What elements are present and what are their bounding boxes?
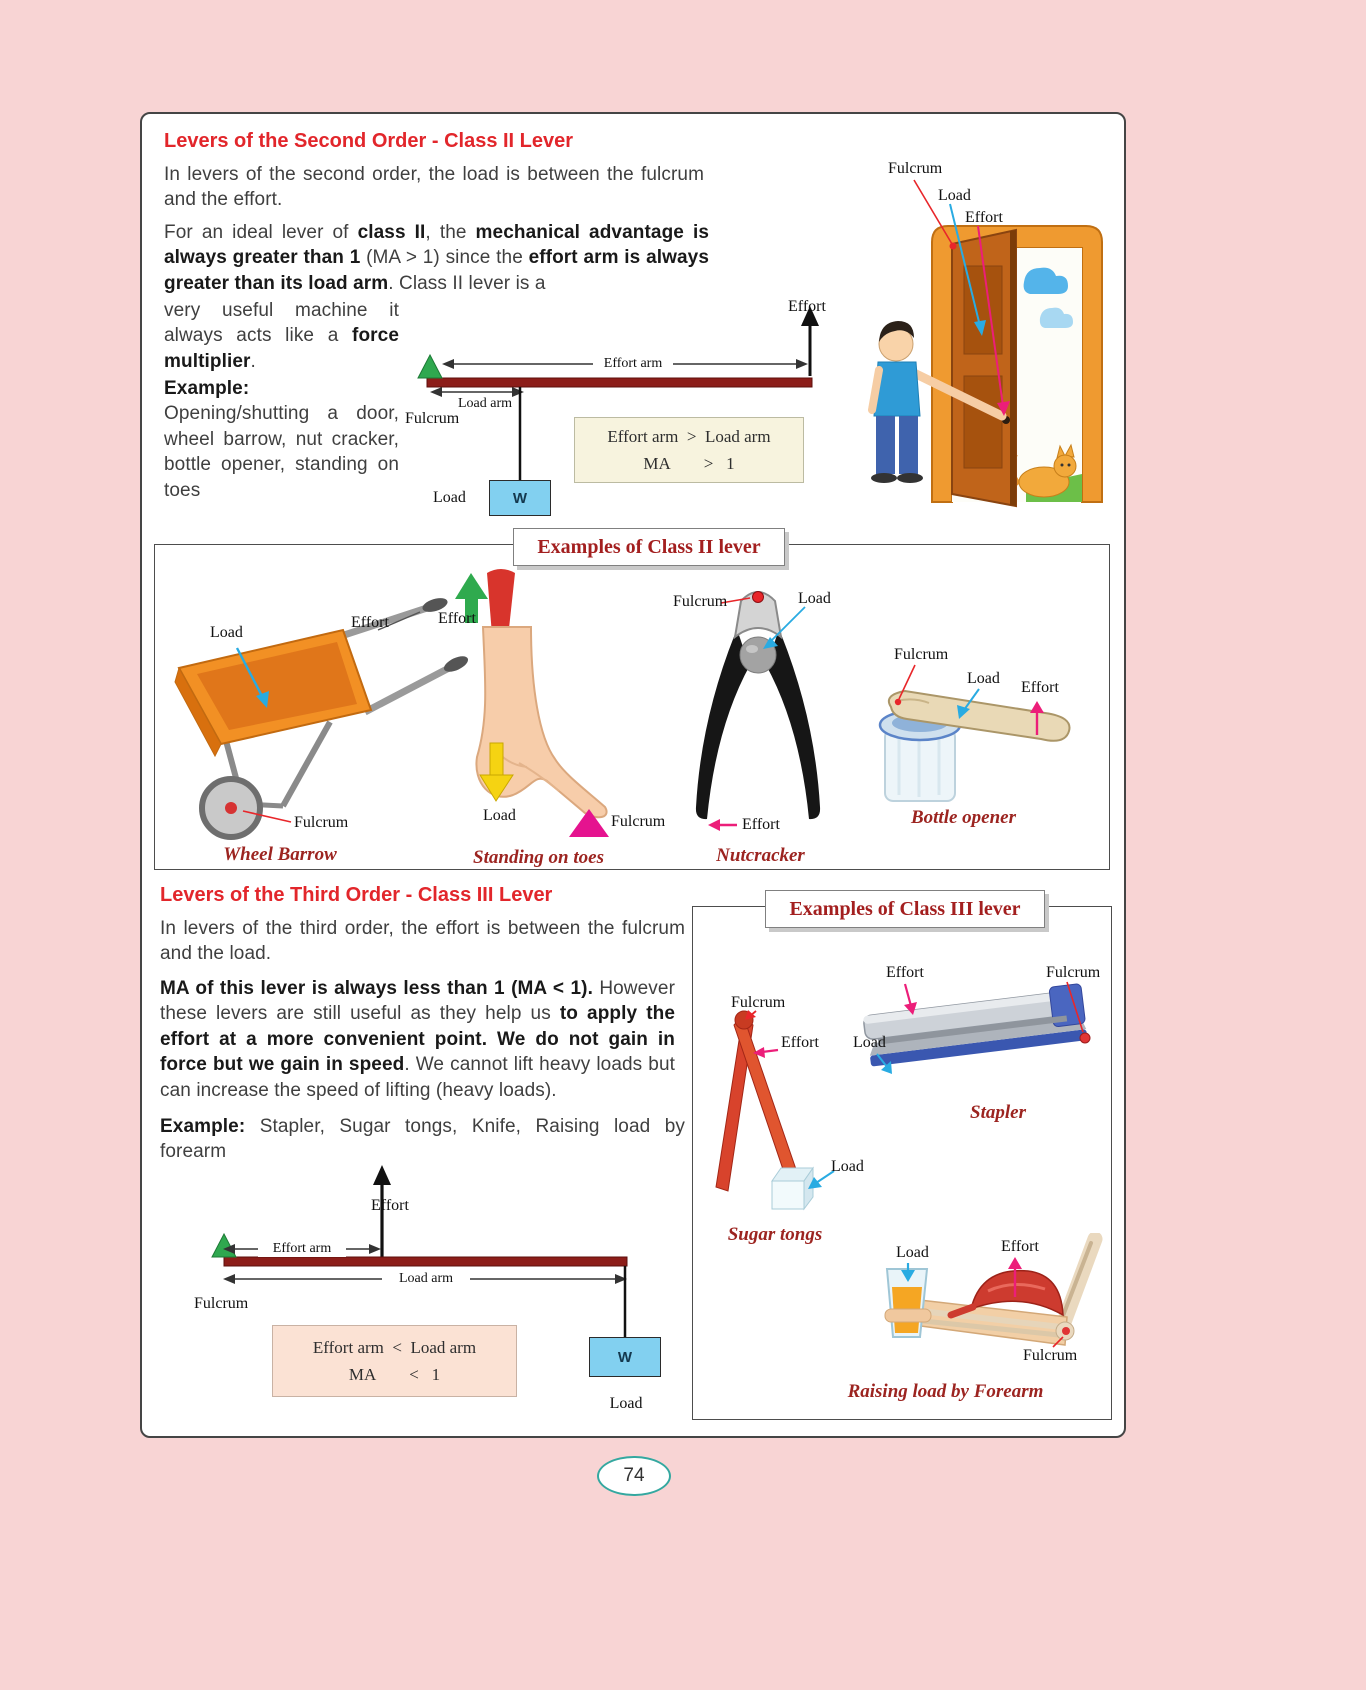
load-arm-label: Load arm xyxy=(457,396,513,411)
text-run: For an ideal lever of xyxy=(164,222,358,243)
text-run: (MA > 1) since the xyxy=(360,247,529,269)
forearm-example xyxy=(823,1233,1108,1418)
text-run: very useful machine it always acts like a xyxy=(164,300,399,347)
class2-intro: In levers of the second order, the load is between the fulcrum and the effort. xyxy=(164,164,704,211)
class2-example xyxy=(164,376,399,503)
effort-label: Effort xyxy=(965,209,1003,226)
class2-lever-diagram xyxy=(397,292,842,537)
fulcrum-label: Fulcrum xyxy=(673,593,728,610)
example-text: Opening/shutting a door, wheel barrow, nut cracker, bottle opener, standing on toes xyxy=(164,403,399,501)
load-label: Load xyxy=(483,807,516,824)
load-label: Load xyxy=(609,1395,643,1412)
wheelbarrow-example xyxy=(165,572,475,872)
effort-arrow xyxy=(373,1165,391,1185)
load-label: Load xyxy=(210,624,243,641)
load-label: Load xyxy=(938,187,971,204)
effort-label: Effort xyxy=(371,1197,409,1214)
fulcrum-label: Fulcrum xyxy=(888,160,943,177)
effort-label: Effort xyxy=(1001,1238,1039,1255)
text-run: . We cannot lift heavy loads but can increase the speed of lifting (heavy loads). xyxy=(160,1054,676,1101)
class2-heading: Levers of the Second Order - Class II Lever xyxy=(164,130,574,152)
wheelbarrow-caption: Wheel Barrow xyxy=(223,844,337,865)
text-run: to apply the effort at a more convenient point. We do not gain in force but we gain in speed xyxy=(160,1003,675,1076)
bottle-opener-caption: Bottle opener xyxy=(910,807,1017,828)
class3-formula-box xyxy=(272,1325,517,1397)
forearm-caption: Raising load by Forearm xyxy=(847,1381,1044,1402)
nutcracker-example xyxy=(663,567,853,867)
formula-ma: MA < 1 xyxy=(348,1364,441,1384)
class2-examples-box xyxy=(154,535,1110,870)
effort-label: Effort xyxy=(742,816,780,833)
fulcrum-label: Fulcrum xyxy=(611,813,666,830)
formula-rule: Effort arm > Load arm xyxy=(607,426,771,446)
effort-label: Effort xyxy=(886,964,924,981)
pivot-dot xyxy=(753,592,764,603)
example-text: Stapler, Sugar tongs, Knife, Raising load by forearm xyxy=(160,1116,685,1163)
door-illustration xyxy=(854,154,1126,522)
effort-label: Effort xyxy=(351,614,389,631)
formula-rule: Effort arm < Load arm xyxy=(312,1337,477,1357)
stapler-caption: Stapler xyxy=(970,1102,1026,1123)
bottle-opener-example xyxy=(863,567,1108,867)
formula-ma: MA > 1 xyxy=(643,453,735,473)
text-run: , the xyxy=(425,222,476,243)
fulcrum-triangle xyxy=(418,355,442,378)
elbow-dot xyxy=(1062,1327,1070,1335)
effort-label: Effort xyxy=(781,1034,819,1051)
load-weight-box xyxy=(589,1337,661,1377)
effort-label: Effort xyxy=(1021,679,1059,696)
class2-examples-title: Examples of Class II lever xyxy=(513,528,785,566)
effort-arm-label: Effort arm xyxy=(258,1241,346,1257)
example-label: Example: xyxy=(164,378,250,399)
text-run: effort arm is always greater than its load arm xyxy=(164,247,709,294)
load-arm-label: Load arm xyxy=(382,1271,470,1287)
stapler-example xyxy=(843,958,1113,1128)
weight-letter: W xyxy=(617,1348,633,1366)
class3-lever-diagram xyxy=(182,1149,682,1439)
load-label: Load xyxy=(853,1034,886,1051)
example-label: Example: xyxy=(160,1116,246,1137)
class3-intro: In levers of the third order, the effort is between the fulcrum and the load. xyxy=(160,918,685,965)
toes-caption: Standing on toes xyxy=(473,847,604,868)
effort-label: Effort xyxy=(788,298,826,315)
class2-paragraph-narrow xyxy=(164,298,399,374)
load-label: Load xyxy=(798,590,831,607)
class3-paragraph xyxy=(160,976,675,1103)
text-run: mechanical advantage is always greater than 1 xyxy=(164,222,709,269)
sugar-tongs-caption: Sugar tongs xyxy=(727,1224,823,1245)
fulcrum-label: Fulcrum xyxy=(194,1295,249,1312)
class2-paragraph-wide xyxy=(164,220,709,296)
text-run: . Class II lever is a xyxy=(388,272,546,294)
toes-example xyxy=(433,567,666,868)
effort-arrow xyxy=(708,819,737,831)
weight-letter: W xyxy=(512,489,528,507)
fulcrum-label: Fulcrum xyxy=(1046,964,1101,981)
load-label: Load xyxy=(433,489,466,506)
fulcrum-label: Fulcrum xyxy=(1023,1347,1078,1364)
fulcrum-label: Fulcrum xyxy=(894,646,949,663)
class3-heading: Levers of the Third Order - Class III Lever xyxy=(160,884,553,906)
fulcrum-label: Fulcrum xyxy=(405,410,460,427)
text-run: . xyxy=(250,350,256,372)
text-run: MA of this lever is always less than 1 (MA < 1). xyxy=(160,978,593,999)
hinge-dot xyxy=(1080,1033,1090,1043)
load-label: Load xyxy=(896,1244,929,1261)
effort-arm-label: Effort arm xyxy=(593,356,673,372)
class3-examples-box xyxy=(692,897,1112,1420)
fulcrum-label: Fulcrum xyxy=(294,814,349,831)
load-weight-box xyxy=(489,480,551,516)
nutcracker-caption: Nutcracker xyxy=(716,845,805,866)
page-number-text: 74 xyxy=(623,1465,645,1486)
text-run: However these levers are still useful as they help us xyxy=(160,978,675,1025)
load-label: Load xyxy=(967,670,1000,687)
sugar-tongs-example xyxy=(698,963,864,1253)
class2-formula-box xyxy=(574,417,804,483)
fulcrum-label: Fulcrum xyxy=(731,994,786,1011)
page-number xyxy=(597,1456,671,1496)
effort-label: Effort xyxy=(438,610,476,627)
load-label: Load xyxy=(831,1158,864,1175)
content-card xyxy=(140,112,1126,1438)
text-run: force multiplier xyxy=(164,325,399,372)
text-run: class II xyxy=(357,222,426,243)
class3-examples-title: Examples of Class III lever xyxy=(765,890,1045,928)
